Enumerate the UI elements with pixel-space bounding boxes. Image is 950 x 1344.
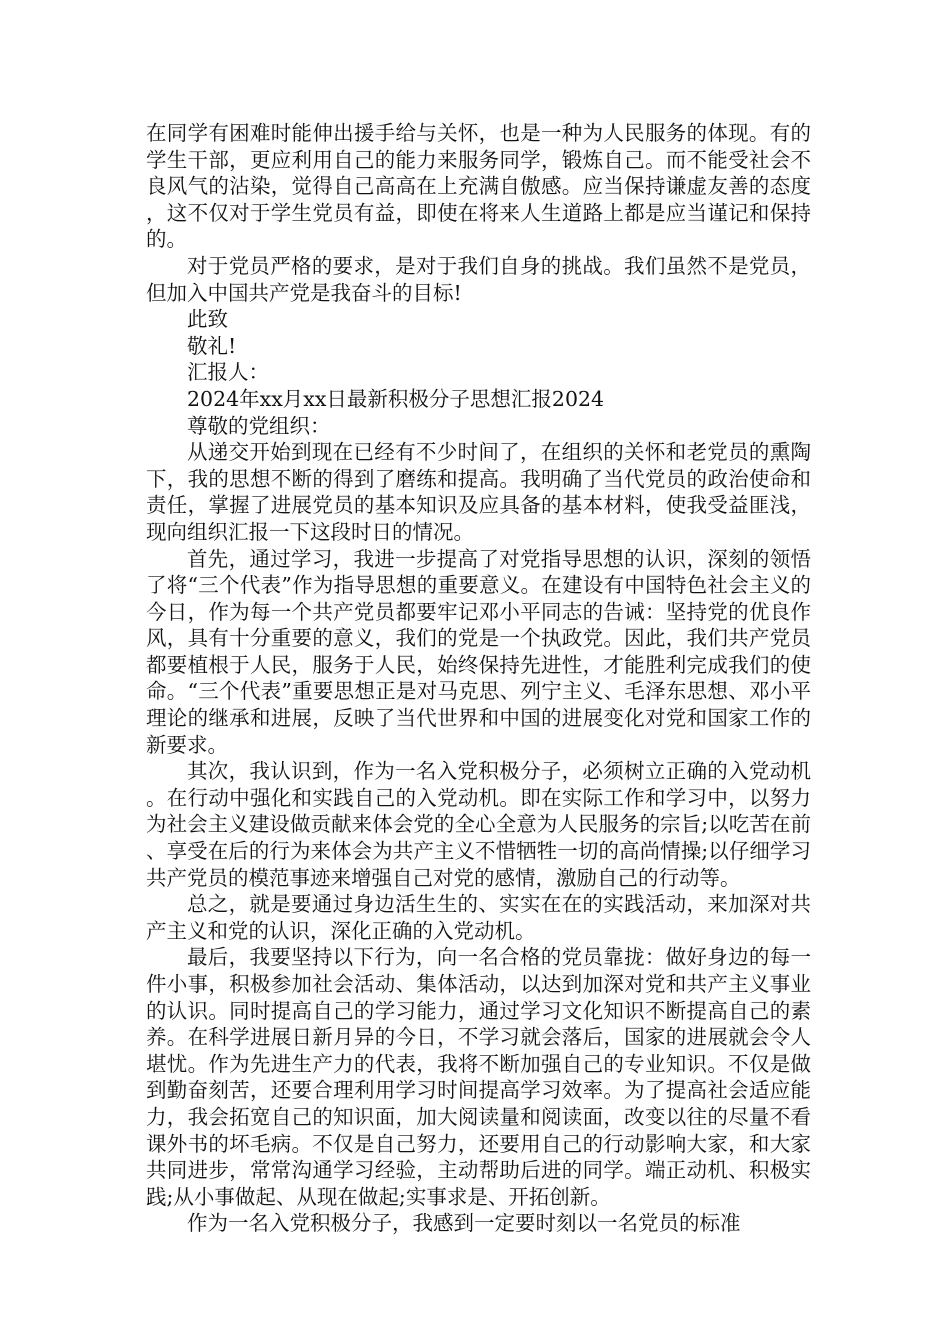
report-title-line: 2024年xx月xx日最新积极分子思想汇报2024: [187, 386, 605, 411]
paragraph-closing-partial: 作为一名入党积极分子，我感到一定要时刻以一名党员的标准: [187, 1211, 741, 1236]
paragraph-final-point: 最后，我要坚持以下行为，向一名合格的党员靠拢：做好身边的每一件小事，积极参加社会活动、集体活动，以达到加深对党和共产主义事业的认识。同时提高自己的学习能力，通过学习文化知识不断提高自己的素养。在科学进展日新月异的今日，不学习就会落后，国家的进展就会令人堪忧。作为先进生产力的代表，我将不断加强自己的专业知识。不仅是做到勤奋刻苦，还要合理利用学习时间提高学习效率。为了提高社会适应能力，我会拓宽自己的知识面，加大阅读量和阅读面，改变以往的尽量不看课外书的坏毛病。不仅是自己努力，还要用自己的行动影响大家，和大家共同进步，常常沟通学习经验，主动帮助后进的同学。端正动机、积极实践;从小事做起、从现在做起;实事求是、开拓创新。: [146, 945, 811, 1209]
paragraph-service-classmates: 在同学有困难时能伸出援手给与关怀，也是一种为人民服务的体现。有的学生干部，更应利用自己的能力来服务同学，锻炼自己。而不能受社会不良风气的沾染，觉得自己高高在上充满自傲感。应当保持谦虚友善的态度，这不仅对于学生党员有益，即使在将来人生道路上都是应当谨记和保持的。: [146, 121, 811, 252]
closing-salutation: 此致: [187, 307, 228, 332]
paragraph-summary: 总之，就是要通过身边活生生的、实实在在的实践活动，来加深对共产主义和党的认识，深化正确的入党动机。: [146, 892, 811, 943]
reporter-label: 汇报人：: [187, 360, 269, 385]
paragraph-strict-requirements: 对于党员严格的要求，是对于我们自身的挑战。我们虽然不是党员，但加入中国共产党是我奋斗的目标!: [146, 253, 811, 305]
paragraph-first-point: 首先，通过学习，我进一步提高了对党指导思想的认识，深刻的领悟了将“三个代表”作为指导思想的重要意义。在建设有中国特色社会主义的今日，作为每一个共产党员都要牢记邓小平同志的告诫：坚持党的优良作风，具有十分重要的意义，我们的党是一个执政党。因此，我们共产党员都要植根于人民，服务于人民，始终保持先进性，才能胜利完成我们的使命。“三个代表”重要思想正是对马克思、列宁主义、毛泽东思想、邓小平理论的继承和进展，反映了当代世界和中国的进展变化对党和国家工作的新要求。: [146, 546, 811, 757]
paragraph-introduction: 从递交开始到现在已经有不少时间了，在组织的关怀和老党员的熏陶下，我的思想不断的得到了磨练和提高。我明确了当代党员的政治使命和责任，掌握了进展党员的基本知识及应具备的基本材料，使我受益匪浅，现向组织汇报一下这段时日的情况。: [146, 440, 811, 544]
greeting-line: 尊敬的党组织：: [187, 413, 331, 438]
paragraph-second-point: 其次，我认识到，作为一名入党积极分子，必须树立正确的入党动机。在行动中强化和实践自己的入党动机。即在实际工作和学习中，以努力为社会主义建设做贡献来体会党的全心全意为人民服务的宗旨;以吃苦在前、享受在后的行为来体会为共产主义不惜牺牲一切的高尚情操;以仔细学习共产党员的模范事迹来增强自己对党的感情，激励自己的行动等。: [146, 759, 811, 890]
closing-regards: 敬礼!: [187, 333, 237, 358]
document-page: [146, 120, 811, 1237]
